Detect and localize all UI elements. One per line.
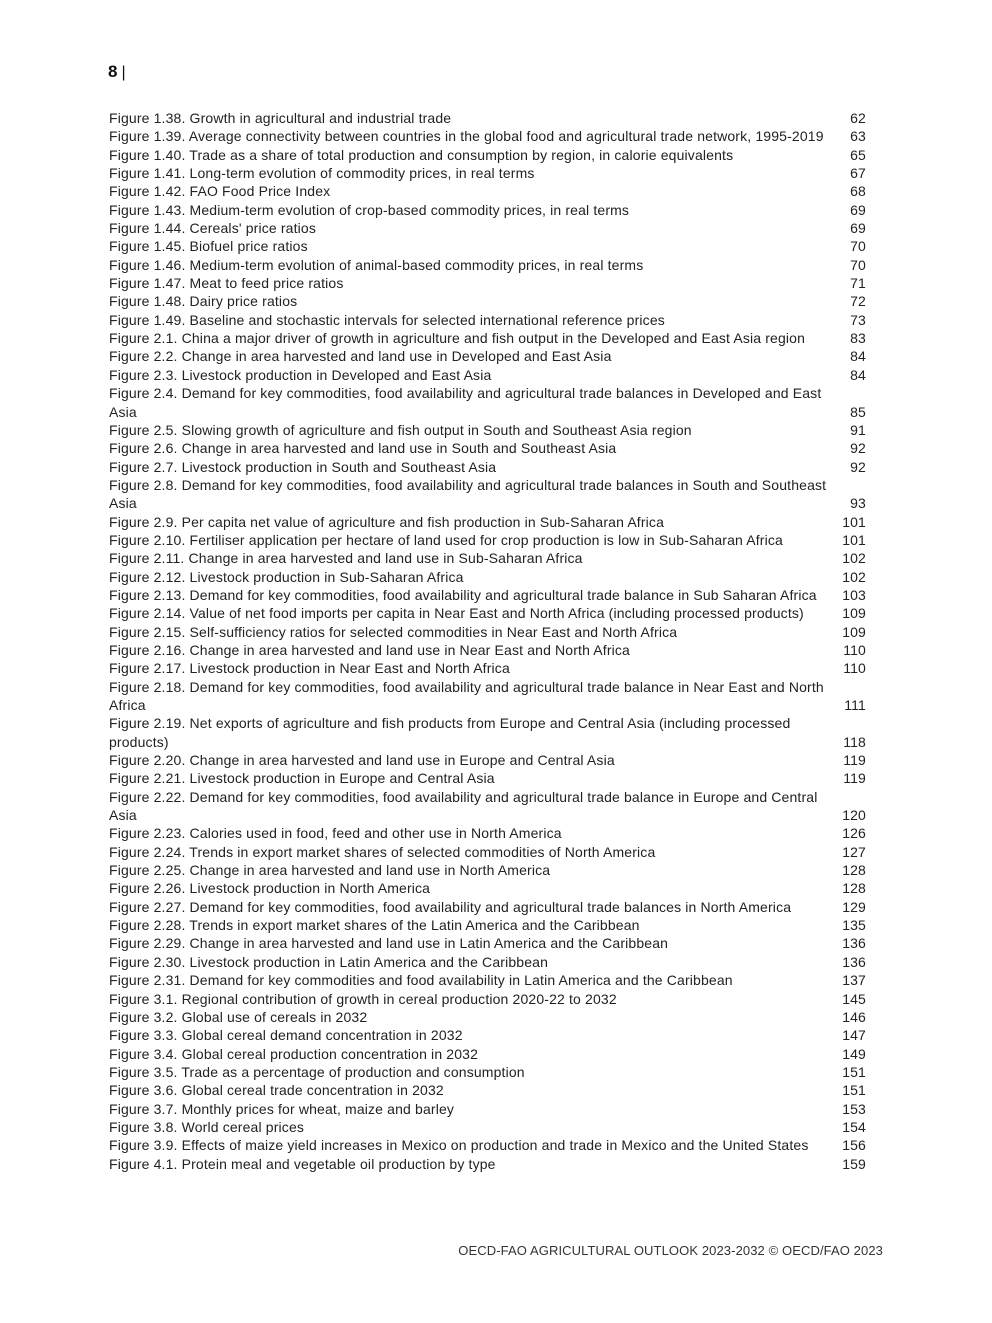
toc-entry-page: 71 xyxy=(850,275,866,292)
toc-entry-page: 136 xyxy=(842,953,866,970)
toc-entry-page: 102 xyxy=(842,568,866,585)
toc-entry-title: Figure 3.7. Monthly prices for wheat, maize and barley xyxy=(109,1100,455,1117)
toc-entry-page: 128 xyxy=(842,880,866,897)
toc-entry-title: Figure 2.12. Livestock production in Sub-Saharan Africa xyxy=(109,568,464,585)
toc-entry-page: 147 xyxy=(842,1027,866,1044)
toc-entry-title: Figure 2.1. China a major driver of growth in agriculture and fish output in the Developed and East Asia region xyxy=(109,330,806,347)
toc-entry[interactable] xyxy=(109,421,866,439)
toc-entry[interactable] xyxy=(109,678,866,715)
toc-entry[interactable] xyxy=(109,916,866,934)
page-number-value: 8 xyxy=(108,62,118,81)
toc-entry[interactable] xyxy=(109,109,866,127)
toc-entry-page: 102 xyxy=(842,550,866,567)
toc-entry-title: Figure 1.43. Medium-term evolution of crop-based commodity prices, in real terms xyxy=(109,201,630,218)
toc-entry[interactable] xyxy=(109,641,866,659)
toc-entry[interactable] xyxy=(109,127,866,145)
toc-entry-page: 129 xyxy=(842,898,866,915)
toc-entry[interactable] xyxy=(109,274,866,292)
toc-entry-title: Figure 1.44. Cereals' price ratios xyxy=(109,220,316,237)
toc-entry-title: Figure 3.5. Trade as a percentage of production and consumption xyxy=(109,1063,525,1080)
toc-entry-title: Figure 1.38. Growth in agricultural and industrial trade xyxy=(109,110,452,126)
toc-entry-title: Figure 2.26. Livestock production in North America xyxy=(109,880,431,897)
toc-entry-page: 154 xyxy=(842,1118,866,1135)
toc-entry-page: 128 xyxy=(842,862,866,879)
toc-entry-page: 101 xyxy=(842,513,866,530)
page-number-separator: | xyxy=(121,64,126,81)
toc-entry[interactable] xyxy=(109,1081,866,1099)
toc-entry[interactable] xyxy=(109,219,866,237)
toc-entry-page: 84 xyxy=(850,348,866,365)
toc-entry-title: Figure 1.39. Average connectivity between countries in the global food and agricultural trade network, 1995-2019 xyxy=(109,128,824,145)
toc-entry-page: 151 xyxy=(842,1063,866,1080)
toc-entry[interactable] xyxy=(109,971,866,989)
toc-entry-title: Figure 2.31. Demand for key commodities and food availability in Latin America and the Caribbean xyxy=(109,972,733,989)
toc-entry-page: 126 xyxy=(842,825,866,842)
toc-entry[interactable] xyxy=(109,898,866,916)
toc-entry-page: 67 xyxy=(850,165,866,182)
toc-entry[interactable] xyxy=(109,934,866,952)
toc-entry-title: Figure 2.18. Demand for key commodities, food availability and agricultural trade balance in Near East and North Africa xyxy=(109,678,824,713)
toc-entry[interactable] xyxy=(109,879,866,897)
toc-entry-page: 159 xyxy=(842,1155,866,1172)
toc-entry[interactable] xyxy=(109,476,866,513)
toc-entry[interactable] xyxy=(109,439,866,457)
toc-entry[interactable] xyxy=(109,714,866,751)
toc-entry-title: Figure 1.47. Meat to feed price ratios xyxy=(109,275,344,292)
toc-entry-title: Figure 3.1. Regional contribution of growth in cereal production 2020-22 to 2032 xyxy=(109,990,617,1007)
toc-entry-title: Figure 2.14. Value of net food imports per capita in Near East and North Africa (including processed products) xyxy=(109,605,804,622)
toc-entry[interactable] xyxy=(109,1063,866,1081)
toc-entry-page: 109 xyxy=(842,605,866,622)
toc-entry-page: 69 xyxy=(850,201,866,218)
toc-entry-title: Figure 4.1. Protein meal and vegetable oil production by type xyxy=(109,1155,496,1172)
toc-entry-title: Figure 2.10. Fertiliser application per hectare of land used for crop production is low in Sub-Saharan Africa xyxy=(109,531,783,548)
toc-entry-page: 72 xyxy=(850,293,866,310)
toc-entry[interactable] xyxy=(109,366,866,384)
toc-entry-title: Figure 3.3. Global cereal demand concentration in 2032 xyxy=(109,1027,463,1044)
toc-entry-title: Figure 2.17. Livestock production in Near East and North Africa xyxy=(109,660,510,677)
toc-entry-title: Figure 3.8. World cereal prices xyxy=(109,1118,305,1135)
toc-entry-page: 109 xyxy=(842,623,866,640)
toc-entry[interactable] xyxy=(109,347,866,365)
toc-entry[interactable] xyxy=(109,824,866,842)
toc-entry[interactable] xyxy=(109,384,866,421)
toc-entry-title: Figure 1.41. Long-term evolution of commodity prices, in real terms xyxy=(109,165,535,182)
toc-entry-page: 110 xyxy=(843,660,866,677)
toc-entry[interactable] xyxy=(109,549,866,567)
toc-entry[interactable] xyxy=(109,146,866,164)
toc-entry-page: 93 xyxy=(850,495,866,512)
toc-entry[interactable] xyxy=(109,1045,866,1063)
toc-entry-page: 136 xyxy=(842,935,866,952)
toc-entry-page: 119 xyxy=(843,770,866,787)
toc-entry-page: 146 xyxy=(842,1008,866,1025)
toc-entry[interactable] xyxy=(109,1026,866,1044)
toc-entry[interactable] xyxy=(109,953,866,971)
toc-entry-title: Figure 2.8. Demand for key commodities, food availability and agricultural trade balances in South and Southeast Asia xyxy=(109,476,827,512)
toc-entry[interactable] xyxy=(109,1155,866,1173)
toc-entry-title: Figure 1.40. Trade as a share of total production and consumption by region, in calorie equivalents xyxy=(109,146,734,163)
toc-entry[interactable] xyxy=(109,990,866,1008)
toc-entry[interactable] xyxy=(109,237,866,255)
toc-entry-page: 92 xyxy=(850,440,866,457)
toc-entry-page: 137 xyxy=(842,972,866,989)
toc-entry-page: 70 xyxy=(850,256,866,273)
toc-entry-page: 153 xyxy=(842,1100,866,1117)
toc-entry-title: Figure 1.49. Baseline and stochastic intervals for selected international reference prices xyxy=(109,311,665,328)
toc-entry-title: Figure 2.11. Change in area harvested and land use in Sub-Saharan Africa xyxy=(109,550,583,567)
toc-entry[interactable] xyxy=(109,531,866,549)
toc-entry-title: Figure 2.16. Change in area harvested and land use in Near East and North Africa xyxy=(109,641,630,658)
toc-entry-title: Figure 2.22. Demand for key commodities, food availability and agricultural trade balance in Europe and Central Asia xyxy=(109,788,818,824)
toc-entry-title: Figure 2.21. Livestock production in Europe and Central Asia xyxy=(109,770,495,787)
toc-entry-title: Figure 2.27. Demand for key commodities, food availability and agricultural trade balances in North America xyxy=(109,898,792,915)
toc-entry-title: Figure 3.2. Global use of cereals in 2032 xyxy=(109,1008,368,1025)
toc-entry[interactable] xyxy=(109,586,866,604)
toc-entry[interactable] xyxy=(109,292,866,310)
toc-entry[interactable] xyxy=(109,861,866,879)
toc-entry-page: 119 xyxy=(843,752,866,769)
toc-entry-page: 156 xyxy=(842,1137,866,1154)
toc-entry-page: 145 xyxy=(842,990,866,1007)
toc-entry-title: Figure 3.6. Global cereal trade concentration in 2032 xyxy=(109,1082,444,1099)
page-number xyxy=(108,62,126,82)
toc-entry[interactable] xyxy=(109,1118,866,1136)
toc-entry[interactable] xyxy=(109,311,866,329)
toc-entry[interactable] xyxy=(109,458,866,476)
toc-entry-page: 69 xyxy=(850,220,866,237)
toc-entry-title: Figure 1.46. Medium-term evolution of animal-based commodity prices, in real terms xyxy=(109,256,644,273)
toc-entry-title: Figure 1.48. Dairy price ratios xyxy=(109,293,298,310)
toc-entry-page: 73 xyxy=(850,311,866,328)
toc-entry-page: 70 xyxy=(850,238,866,255)
page-footer: OECD-FAO AGRICULTURAL OUTLOOK 2023-2032 © OECD/FAO 2023 xyxy=(458,1243,883,1258)
toc-entry-page: 91 xyxy=(850,421,866,438)
toc-entry-title: Figure 2.9. Per capita net value of agriculture and fish production in Sub-Saharan Africa xyxy=(109,513,665,530)
toc-entry-title: Figure 2.20. Change in area harvested and land use in Europe and Central Asia xyxy=(109,752,615,769)
toc-entry-page: 101 xyxy=(842,531,866,548)
toc-entry-title: Figure 2.2. Change in area harvested and land use in Developed and East Asia xyxy=(109,348,612,365)
toc-entry[interactable] xyxy=(109,1136,866,1154)
toc-entry-title: Figure 2.5. Slowing growth of agriculture and fish output in South and Southeast Asia region xyxy=(109,421,692,438)
toc-entry-page: 63 xyxy=(850,128,866,145)
toc-entry-page: 85 xyxy=(850,403,866,420)
toc-entry[interactable] xyxy=(109,164,866,182)
toc-entry-title: Figure 2.6. Change in area harvested and land use in South and Southeast Asia xyxy=(109,440,617,457)
toc-entry[interactable] xyxy=(109,788,866,825)
toc-entry-page: 84 xyxy=(850,366,866,383)
toc-entry-title: Figure 1.45. Biofuel price ratios xyxy=(109,238,308,255)
toc-entry-page: 62 xyxy=(850,110,866,126)
toc-entry-title: Figure 2.13. Demand for key commodities, food availability and agricultural trade balance in Sub Saharan Africa xyxy=(109,586,817,603)
toc-entry-page: 103 xyxy=(842,586,866,603)
toc-entry[interactable] xyxy=(109,513,866,531)
toc-entry-title: Figure 2.7. Livestock production in South and Southeast Asia xyxy=(109,458,497,475)
toc-entry-title: Figure 2.4. Demand for key commodities, food availability and agricultural trade balances in Developed and East Asia xyxy=(109,385,822,420)
toc-entry[interactable] xyxy=(109,843,866,861)
toc-entry-title: Figure 3.4. Global cereal production concentration in 2032 xyxy=(109,1045,479,1062)
toc-entry-title: Figure 2.23. Calories used in food, feed and other use in North America xyxy=(109,825,562,842)
toc-entry[interactable] xyxy=(109,201,866,219)
toc-entry-page: 135 xyxy=(842,917,866,934)
toc-entry-page: 92 xyxy=(850,458,866,475)
toc-entry-title: Figure 3.9. Effects of maize yield increases in Mexico on production and trade in Mexico and the United States xyxy=(109,1137,809,1154)
toc-entry[interactable] xyxy=(109,256,866,274)
toc-entry-title: Figure 2.29. Change in area harvested and land use in Latin America and the Caribbean xyxy=(109,935,669,952)
list-of-figures xyxy=(109,109,866,1173)
toc-entry[interactable] xyxy=(109,568,866,586)
toc-entry-title: Figure 2.25. Change in area harvested and land use in North America xyxy=(109,862,551,879)
toc-entry-title: Figure 2.3. Livestock production in Developed and East Asia xyxy=(109,366,492,383)
toc-entry[interactable] xyxy=(109,604,866,622)
toc-entry-title: Figure 1.42. FAO Food Price Index xyxy=(109,183,331,200)
toc-entry[interactable] xyxy=(109,623,866,641)
toc-entry-page: 83 xyxy=(850,330,866,347)
toc-entry-title: Figure 2.15. Self-sufficiency ratios for selected commodities in Near East and North Africa xyxy=(109,623,678,640)
toc-entry-title: Figure 2.28. Trends in export market shares of the Latin America and the Caribbean xyxy=(109,917,640,934)
toc-entry-title: Figure 2.24. Trends in export market shares of selected commodities of North America xyxy=(109,843,656,860)
toc-entry-page: 127 xyxy=(842,843,866,860)
toc-entry-page: 151 xyxy=(842,1082,866,1099)
toc-entry[interactable] xyxy=(109,329,866,347)
toc-entry[interactable] xyxy=(109,659,866,677)
toc-entry-title: Figure 2.30. Livestock production in Latin America and the Caribbean xyxy=(109,953,549,970)
toc-entry[interactable] xyxy=(109,1100,866,1118)
toc-entry-page: 149 xyxy=(842,1045,866,1062)
toc-entry[interactable] xyxy=(109,1008,866,1026)
toc-entry[interactable] xyxy=(109,751,866,769)
toc-entry[interactable] xyxy=(109,769,866,787)
toc-entry-title: Figure 2.19. Net exports of agriculture and fish products from Europe and Central Asia (including processed products) xyxy=(109,715,791,750)
toc-entry-page: 118 xyxy=(843,733,866,750)
toc-entry-page: 110 xyxy=(843,641,866,658)
toc-entry-page: 111 xyxy=(844,697,866,713)
toc-entry-page: 68 xyxy=(850,183,866,200)
toc-entry-page: 120 xyxy=(842,807,866,824)
toc-entry-page: 65 xyxy=(850,146,866,163)
toc-entry[interactable] xyxy=(109,182,866,200)
